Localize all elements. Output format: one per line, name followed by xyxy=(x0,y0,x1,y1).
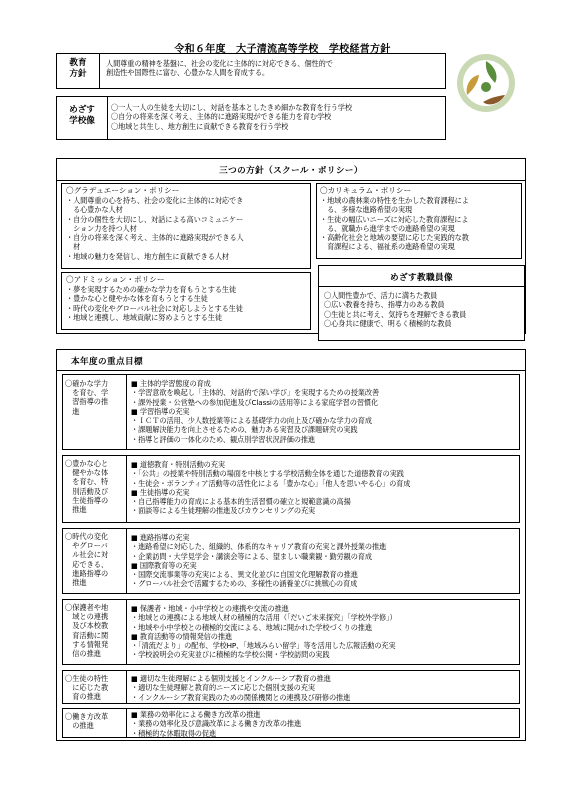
goal-item: ・適切な生徒理解と教育的ニーズに応じた個別支援の充実 xyxy=(131,683,315,693)
goal-item: ・進路希望に対応した、組織的、体系的なキャリア教育の充実と課外授業の推進 xyxy=(131,542,387,552)
vision-line: 〇地域と共生し、地方創生に貢献できる教育を行う学校 xyxy=(111,121,289,131)
graduation-line: ・自分の将来を深く考え、主体的に進路実現ができる人 xyxy=(66,233,244,243)
admission-line: ・夢を実現するための確かな学力を育もうとする生徒 xyxy=(66,285,237,294)
admission-line: ・時代の変化やグローバル社会に対応しようとする生徒 xyxy=(66,303,243,313)
school-vision-section xyxy=(56,96,446,140)
education-policy-label: 教育 方針 xyxy=(69,58,87,79)
goal-item: ・学習意欲を喚起し「主体的、対話的で深い学び」を実現するための授業改善 xyxy=(131,388,380,398)
school-emblem-icon xyxy=(455,52,517,114)
graduation-policy-title: 〇グラデュエーション・ポリシー xyxy=(66,186,180,195)
vision-line: 〇自分の将来を深く考え、主体的に進路実現ができる能力を育む学校 xyxy=(111,112,332,122)
curriculum-line: 育課程による、福祉系の進路希望の実現 xyxy=(320,242,455,252)
admission-policy-box xyxy=(61,272,311,330)
goal-category-label: 〇働き方改革 の推進 xyxy=(65,712,109,731)
teacher-line: 〇心身共に健康で、明るく積極的な教員 xyxy=(324,318,452,328)
goal-item: ■ 生徒指導の充実 xyxy=(131,487,190,497)
goal-item: ・積極的な休暇取得の促進 xyxy=(131,728,217,738)
goal-item: ■ 教育活動等の情報発信の推進 xyxy=(131,631,233,641)
goal-item: ■ 業務の効率化による働き方改革の推進 xyxy=(131,710,261,719)
curriculum-line: ・地域の農林業の特性を生かした教育課程によ xyxy=(320,196,469,205)
curriculum-line: ・生徒の幅広いニーズに対応した教育課程によ xyxy=(320,214,469,224)
teacher-ideal-heading: めざす教職員像 xyxy=(390,273,453,283)
goal-item: ・ＩＣＴの活用、少人数授業等による基礎学力の向上及び確かな学力の育成 xyxy=(131,416,372,426)
graduation-policy-box xyxy=(61,183,311,269)
goal-item: ・生徒会・ボランティア活動等の活性化による「豊かな心」「他人を思いやる心」の育成 xyxy=(131,478,411,488)
graduation-line: ション力を持つ人材 xyxy=(66,223,137,233)
graduation-line: ・自分の個性を大切にし、対話による高いコミュニケー xyxy=(66,214,244,224)
goal-item: ・国際交流事業等の充実による、異文化並びに自国文化理解教育の推進 xyxy=(131,570,358,580)
goal-item: ・課題解決能力を向上させるための、魅力ある実習及び課題研究の実践 xyxy=(131,425,358,435)
curriculum-line: ・高齢化社会と地域の要望に応じた実践的な教 xyxy=(320,233,469,243)
goal-row xyxy=(62,599,520,665)
admission-line: ・地域と連携し、地域貢献に努めようとする生徒 xyxy=(66,312,222,322)
goal-item: ・学校説明会の充実並びに積極的な学校公開・学校訪問の実践 xyxy=(131,650,330,660)
three-policies-heading: 三つの方針（スクール・ポリシー） xyxy=(219,166,363,176)
goal-item: ■ 道徳教育・特別活動の充実 xyxy=(131,460,225,469)
goal-item: ・地域や小中学校との積極的交流による、地域に開かれた学校づくりの推進 xyxy=(131,622,372,632)
teacher-line: 〇人間性豊かで、活力に満ちた教員 xyxy=(324,291,438,300)
goal-category-label: 〇生徒の特性 に応じた教 育の推進 xyxy=(65,674,109,702)
teacher-line: 〇広い教養を持ち、指導力のある教員 xyxy=(324,300,445,310)
goal-item: ■ 保護者・地域・小中学校との連携や交流の推進 xyxy=(131,604,289,613)
curriculum-policy-title: 〇カリキュラム・ポリシー xyxy=(320,186,412,195)
goal-item: ■ 適切な生徒理解による個別支援とインクルーシブ教育の推進 xyxy=(131,674,331,683)
goal-item: ■ 主体的学習態度の育成 xyxy=(131,379,211,388)
goal-category-label: 〇時代の変化 やグローバ ル社会に対 応できる、 進路指導の 推進 xyxy=(65,532,109,588)
goal-row xyxy=(62,455,520,523)
vision-line: 〇一人一人の生徒を大切にし、対話を基本としたきめ細かな教育を行う学校 xyxy=(111,103,352,112)
goal-category-label: 〇保護者や地 域との連携 及び本校教 育活動に関 する情報発 信の推進 xyxy=(65,603,109,659)
admission-policy-title: 〇アドミッション・ポリシー xyxy=(66,275,165,284)
graduation-line: る心豊かな人材 xyxy=(66,205,123,215)
goal-row xyxy=(62,374,520,450)
goal-item: ・地域との連携による地域人材の積極的な活用（「だいご未来探究」「学校外学修」） xyxy=(131,613,397,623)
goal-item: ・インクルーシブ教育実践のための関係機関との連携及び研修の推進 xyxy=(131,692,351,702)
goal-row xyxy=(62,528,520,594)
teacher-line: 〇生徒と共に考え、気持ちを理解できる教員 xyxy=(324,309,467,319)
school-vision-label: めざす 学校像 xyxy=(69,105,95,126)
education-policy-section xyxy=(56,53,446,89)
policy-line: 人間尊重の精神を基盤に、社会の変化に主体的に対応できる、個性的で xyxy=(106,59,333,68)
curriculum-policy-box xyxy=(316,183,522,259)
page-title: 令和６年度 大子清流高等学校 学校経営方針 xyxy=(174,44,391,55)
curriculum-line: る、多様な進路希望の実現 xyxy=(320,205,413,215)
goal-item: ■ 国際教育等の充実 xyxy=(131,560,197,570)
goal-item: ・グローバル社会で活躍するための、多様性の涵養並びに挑戦心の育成 xyxy=(131,579,358,589)
goal-item: ■ 学習指導の充実 xyxy=(131,406,190,416)
admission-line: ・豊かな心と健やかな体を育もうとする生徒 xyxy=(66,294,208,304)
goal-row xyxy=(62,670,520,704)
policy-line: 創造性や国際性に富む、心豊かな人間を育成する。 xyxy=(106,68,270,78)
goal-row xyxy=(62,708,520,738)
graduation-line: 材 xyxy=(66,242,81,252)
goal-item: ・指導と評価の一体化のため、観点別学習状況評価の推進 xyxy=(131,434,315,444)
goal-item: ・「清流だより」の配布、学校HP、「地域みらい留学」等を活用した広報活動の充実 xyxy=(131,641,396,651)
goal-category-label: 〇確かな学力 を育む、学 習指導の推 進 xyxy=(65,379,109,416)
goal-item: ■ 進路指導の充実 xyxy=(131,533,190,542)
goal-item: ・「公共」の授業や特別活動の場面を中核とする学校活動全体を通じた道徳教育の実践 xyxy=(131,469,404,479)
curriculum-line: る、就職から進学までの進路希望の実現 xyxy=(320,223,455,233)
goal-item: ・自己指導能力の育成による基本的生活習慣の確立と規範意識の高揚 xyxy=(131,497,351,507)
graduation-line: ・地域の魅力を発信し、地方創生に貢献できる人材 xyxy=(66,251,230,261)
goal-item: ・業務の効率化及び意識改革による働き方改革の推進 xyxy=(131,719,302,729)
teacher-ideal-section xyxy=(318,265,525,341)
goal-item: ・課外授業・公営塾への参加促進及びClassiの活用等による家庭学習の習慣化 xyxy=(131,397,379,407)
goal-category-label: 〇豊かな心と 健やかな体 を育む、特 別活動及び 生徒指導の 推進 xyxy=(65,459,109,515)
graduation-line: ・人間尊重の心を持ち、社会の変化に主体的に対応でき xyxy=(66,196,244,205)
goal-item: ・企業訪問・大学見学会・講演会等による、望ましい職業観・勤労観の育成 xyxy=(131,551,372,561)
annual-goals-heading: 本年度の重点目標 xyxy=(71,357,143,367)
goal-item: ・面談等による生徒理解の推進及びカウンセリングの充実 xyxy=(131,506,316,516)
